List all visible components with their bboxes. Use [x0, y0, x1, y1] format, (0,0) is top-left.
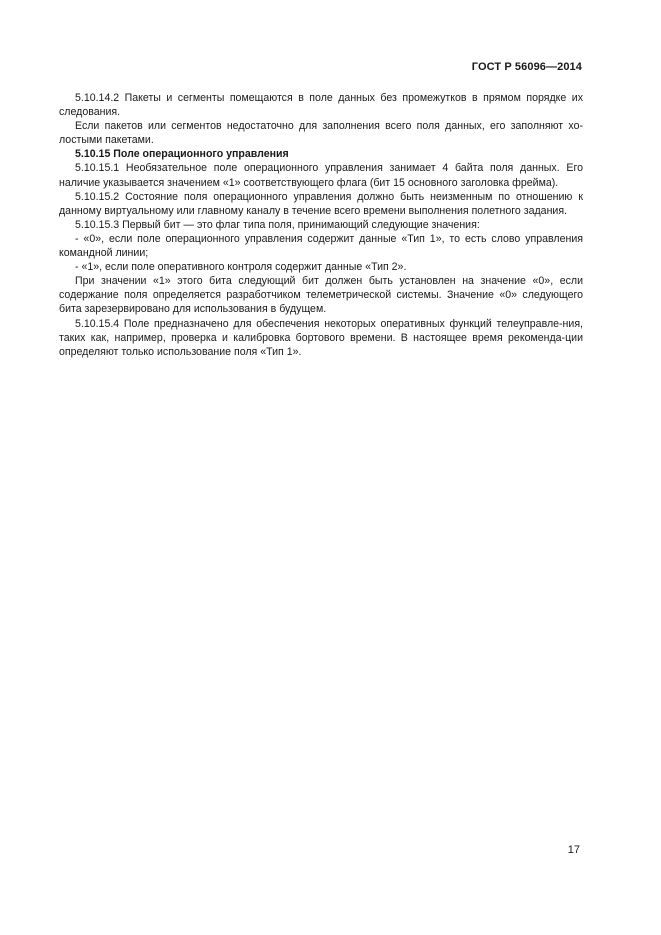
list-item-value-1: - «1», если поле оперативного контроля содержит данные «Тип 2».: [75, 261, 407, 274]
list-item-value-0: - «0», если поле операционного управления содержит данные «Тип 1», то есть слово управления командной линии;: [59, 232, 583, 260]
paragraph-5-10-15-1: 5.10.15.1 Необязательное поле операционного управления занимает 4 байта поля данных. Его наличие указывается значением «1» соответствующего флага (бит 15 основного заголовка фрейма).: [59, 162, 583, 189]
paragraph-5-10-15-4: 5.10.15.4 Поле предназначено для обеспечения некоторых оперативных функций телеуправле-ния, таких как, например, проверка и калибровка бортового времени. В настоящее время рекоменда-ции определяют только использование поля «Тип 1».: [59, 317, 583, 358]
document-standard-header: ГОСТ Р 56096—2014: [471, 61, 582, 73]
paragraph-fill-idle-packets: Если пакетов или сегментов недостаточно для заполнения всего поля данных, его заполняют хо-лостыми пакетами.: [59, 120, 583, 147]
section-heading-5-10-15: 5.10.15 Поле операционного управления: [75, 148, 289, 161]
page-number: 17: [567, 844, 580, 856]
paragraph-5-10-15-2: 5.10.15.2 Состояние поля операционного управления должно быть неизменным по отношению к данному виртуальному или главному каналу в течение всего времени выполнения полетного задания.: [59, 190, 583, 217]
paragraph-5-10-15-3: 5.10.15.3 Первый бит — это флаг типа поля, принимающий следующие значения:: [75, 218, 480, 231]
paragraph-bit-value-note: При значении «1» этого бита следующий бит должен быть установлен на значение «0», если содержание поля определяется разработчиком телеметрической системы. Значение «0» следующего бита зарезервировано для использования в будущем.: [59, 275, 583, 316]
document-body: [59, 91, 583, 359]
paragraph-5-10-14-2: 5.10.14.2 Пакеты и сегменты помещаются в поле данных без промежутков в прямом порядке их следования.: [59, 92, 583, 119]
